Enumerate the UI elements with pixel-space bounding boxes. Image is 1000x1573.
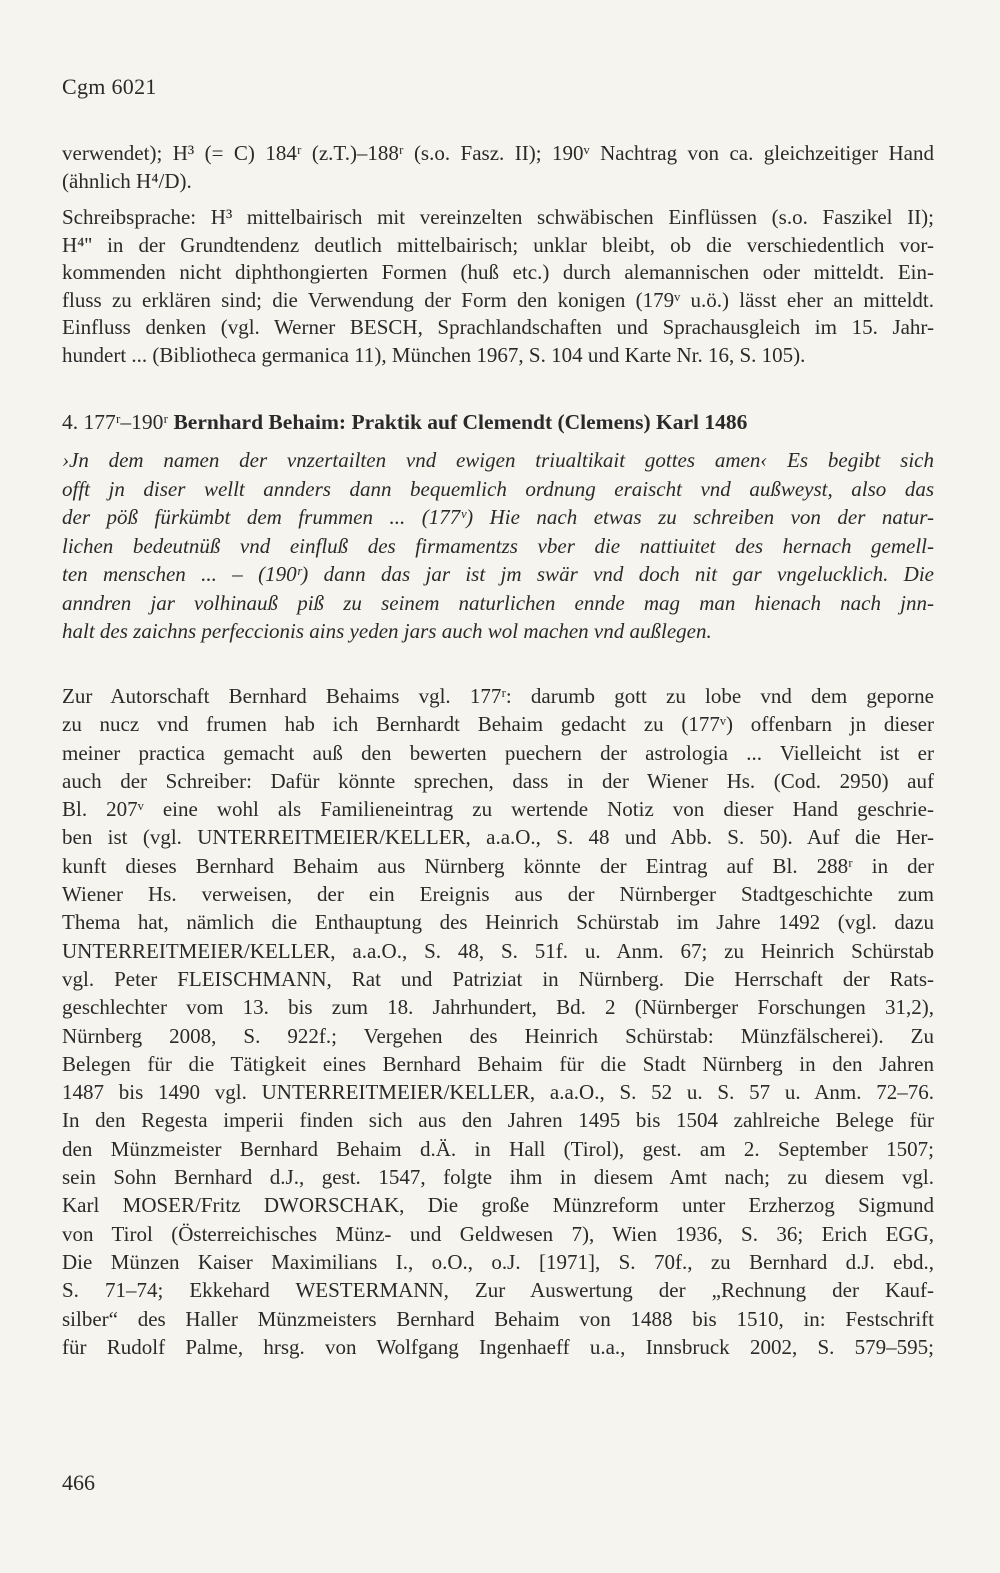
section-number: 4. 177ʳ–190ʳ [62,410,169,434]
text-line: den Münzmeister Bernhard Behaim d.Ä. in Hall (Tirol), gest. am 2. September 1507; [62,1136,934,1161]
text-line: hundert ... (Bibliotheca germanica 11), München 1967, S. 104 und Karte Nr. 16, S. 105). [62,342,806,367]
text-line: ›Jn dem namen der vnzertailten vnd ewigen triualtikait gottes amen‹ Es begibt sich [62,448,934,472]
text-line: Belegen für die Tätigkeit eines Bernhard Behaim für die Stadt Nürnberg in den Jahren [62,1051,934,1076]
text-line: (ähnlich H⁴/D). [62,168,192,193]
text-line: ten menschen ... – (190ʳ) dann das jar ist jm swär vnd doch nit gar vngelucklich. Die [62,562,934,586]
text-line: S. 71–74; Ekkehard WESTERMANN, Zur Auswertung der „Rechnung der Kauf- [62,1278,934,1303]
text-line: der pöß fürkümbt dem frummen ... (177ᵛ) Hie nach etwas zu schreiben von der natur- [62,505,934,529]
text-line: silber“ des Haller Münzmeisters Bernhard Behaim von 1488 bis 1510, in: Festschrift [62,1306,934,1331]
text-line: Thema hat, nämlich die Enthauptung des Heinrich Schürstab im Jahre 1492 (vgl. dazu [62,910,934,935]
text-line: Schreibsprache: H³ mittelbairisch mit vereinzelten schwäbischen Einflüssen (s.o. Faszikel II); [62,205,934,229]
text-line: Nürnberg 2008, S. 922f.; Vergehen des Heinrich Schürstab: Münzfälscherei). Zu [62,1023,934,1048]
text-line: verwendet); H³ (= C) 184ʳ (z.T.)–188ʳ (s.o. Fasz. II); 190ᵛ Nachtrag von ca. gleichzeitiger Hand [62,141,934,165]
section-title: Bernhard Behaim: Praktik auf Clemendt (Clemens) Karl 1486 [173,410,748,434]
text-line: zu nucz vnd frumen hab ich Bernhardt Behaim gedacht zu (177ᵛ) offenbarn jn dieser [62,712,934,737]
script-language-paragraph [62,204,934,370]
text-line: ben ist (vgl. UNTERREITMEIER/KELLER, a.a.O., S. 48 und Abb. S. 50). Auf die Her- [62,825,934,850]
text-line: vgl. Peter FLEISCHMANN, Rat und Patriziat in Nürnberg. Die Herrschaft der Rats- [62,966,934,991]
page-number: 466 [62,1470,95,1495]
text-line: Wiener Hs. verweisen, der ein Ereignis aus der Nürnberger Stadtgeschichte zum [62,882,934,907]
text-line: In den Regesta imperii finden sich aus den Jahren 1495 bis 1504 zahlreiche Belege für [62,1108,934,1133]
text-line: sein Sohn Bernhard d.J., gest. 1547, folgte ihm in diesem Amt nach; zu diesem vgl. [62,1165,934,1190]
text-line: Bl. 207ᵛ eine wohl als Familieneintrag zu wertende Notiz von dieser Hand geschrie- [62,797,934,822]
text-line: von Tirol (Österreichisches Münz- und Geldwesen 7), Wien 1936, S. 36; Erich EGG, [62,1221,934,1246]
text-line: Karl MOSER/Fritz DWORSCHAK, Die große Münzreform unter Erzherzog Sigmund [62,1193,934,1218]
incipit-paragraph [62,446,934,646]
text-line: Zur Autorschaft Bernhard Behaims vgl. 177ʳ: darumb gott zu lobe vnd dem geporne [62,684,934,708]
prev-section-paragraph [62,140,934,195]
text-line: fluss zu erklären sind; die Verwendung der Form den konigen (179ᵛ u.ö.) lässt eher an mitteldt. [62,287,934,312]
text-line: für Rudolf Palme, hrsg. von Wolfgang Ingenhaeff u.a., Innsbruck 2002, S. 579–595; [62,1334,934,1359]
text-line: kommenden nicht diphthongierten Formen (huß etc.) durch alemannischen oder mitteldt. Ein- [62,260,934,285]
text-line: H⁴'' in der Grundtendenz deutlich mittelbairisch; unklar bleibt, ob die verschiedentlich vor- [62,232,934,257]
text-line: offt jn diser wellt annders dann bequemlich ordnung eraischt vnd außweyst, also das [62,476,934,501]
text-line: 1487 bis 1490 vgl. UNTERREITMEIER/KELLER, a.a.O., S. 52 u. S. 57 u. Anm. 72–76. [62,1080,934,1105]
text-line: geschlechter vom 13. bis zum 18. Jahrhundert, Bd. 2 (Nürnberger Forschungen 31,2), [62,995,934,1020]
text-line: meiner practica gemacht auß den bewerten puechern der astrologia ... Vielleicht ist er [62,740,934,765]
text-line: kunft dieses Bernhard Behaim aus Nürnberg könnte der Eintrag auf Bl. 288ʳ in der [62,853,934,878]
section-heading [62,410,934,435]
text-line: Einfluss denken (vgl. Werner BESCH, Sprachlandschaften und Sprachausgleich im 15. Jahr- [62,315,934,340]
text-line: anndren jar volhinauß piß zu seinem naturlichen ennde mag man hienach nach jnn- [62,590,934,615]
text-line: Die Münzen Kaiser Maximilians I., o.O., o.J. [1971], S. 70f., zu Bernhard d.J. ebd., [62,1249,934,1274]
text-line: auch der Schreiber: Dafür könnte sprechen, dass in der Wiener Hs. (Cod. 2950) auf [62,768,934,793]
text-line: UNTERREITMEIER/KELLER, a.a.O., S. 48, S. 51f. u. Anm. 67; zu Heinrich Schürstab [62,938,934,963]
text-line: halt des zaichns perfeccionis ains yeden jars auch wol machen vnd außlegen. [62,619,712,643]
text-line: lichen bedeutnüß vnd einfluß des firmamentzs vber die nattiuitet des hernach gemell- [62,533,934,558]
commentary-paragraph [62,682,934,1361]
running-head: Cgm 6021 [62,74,157,99]
